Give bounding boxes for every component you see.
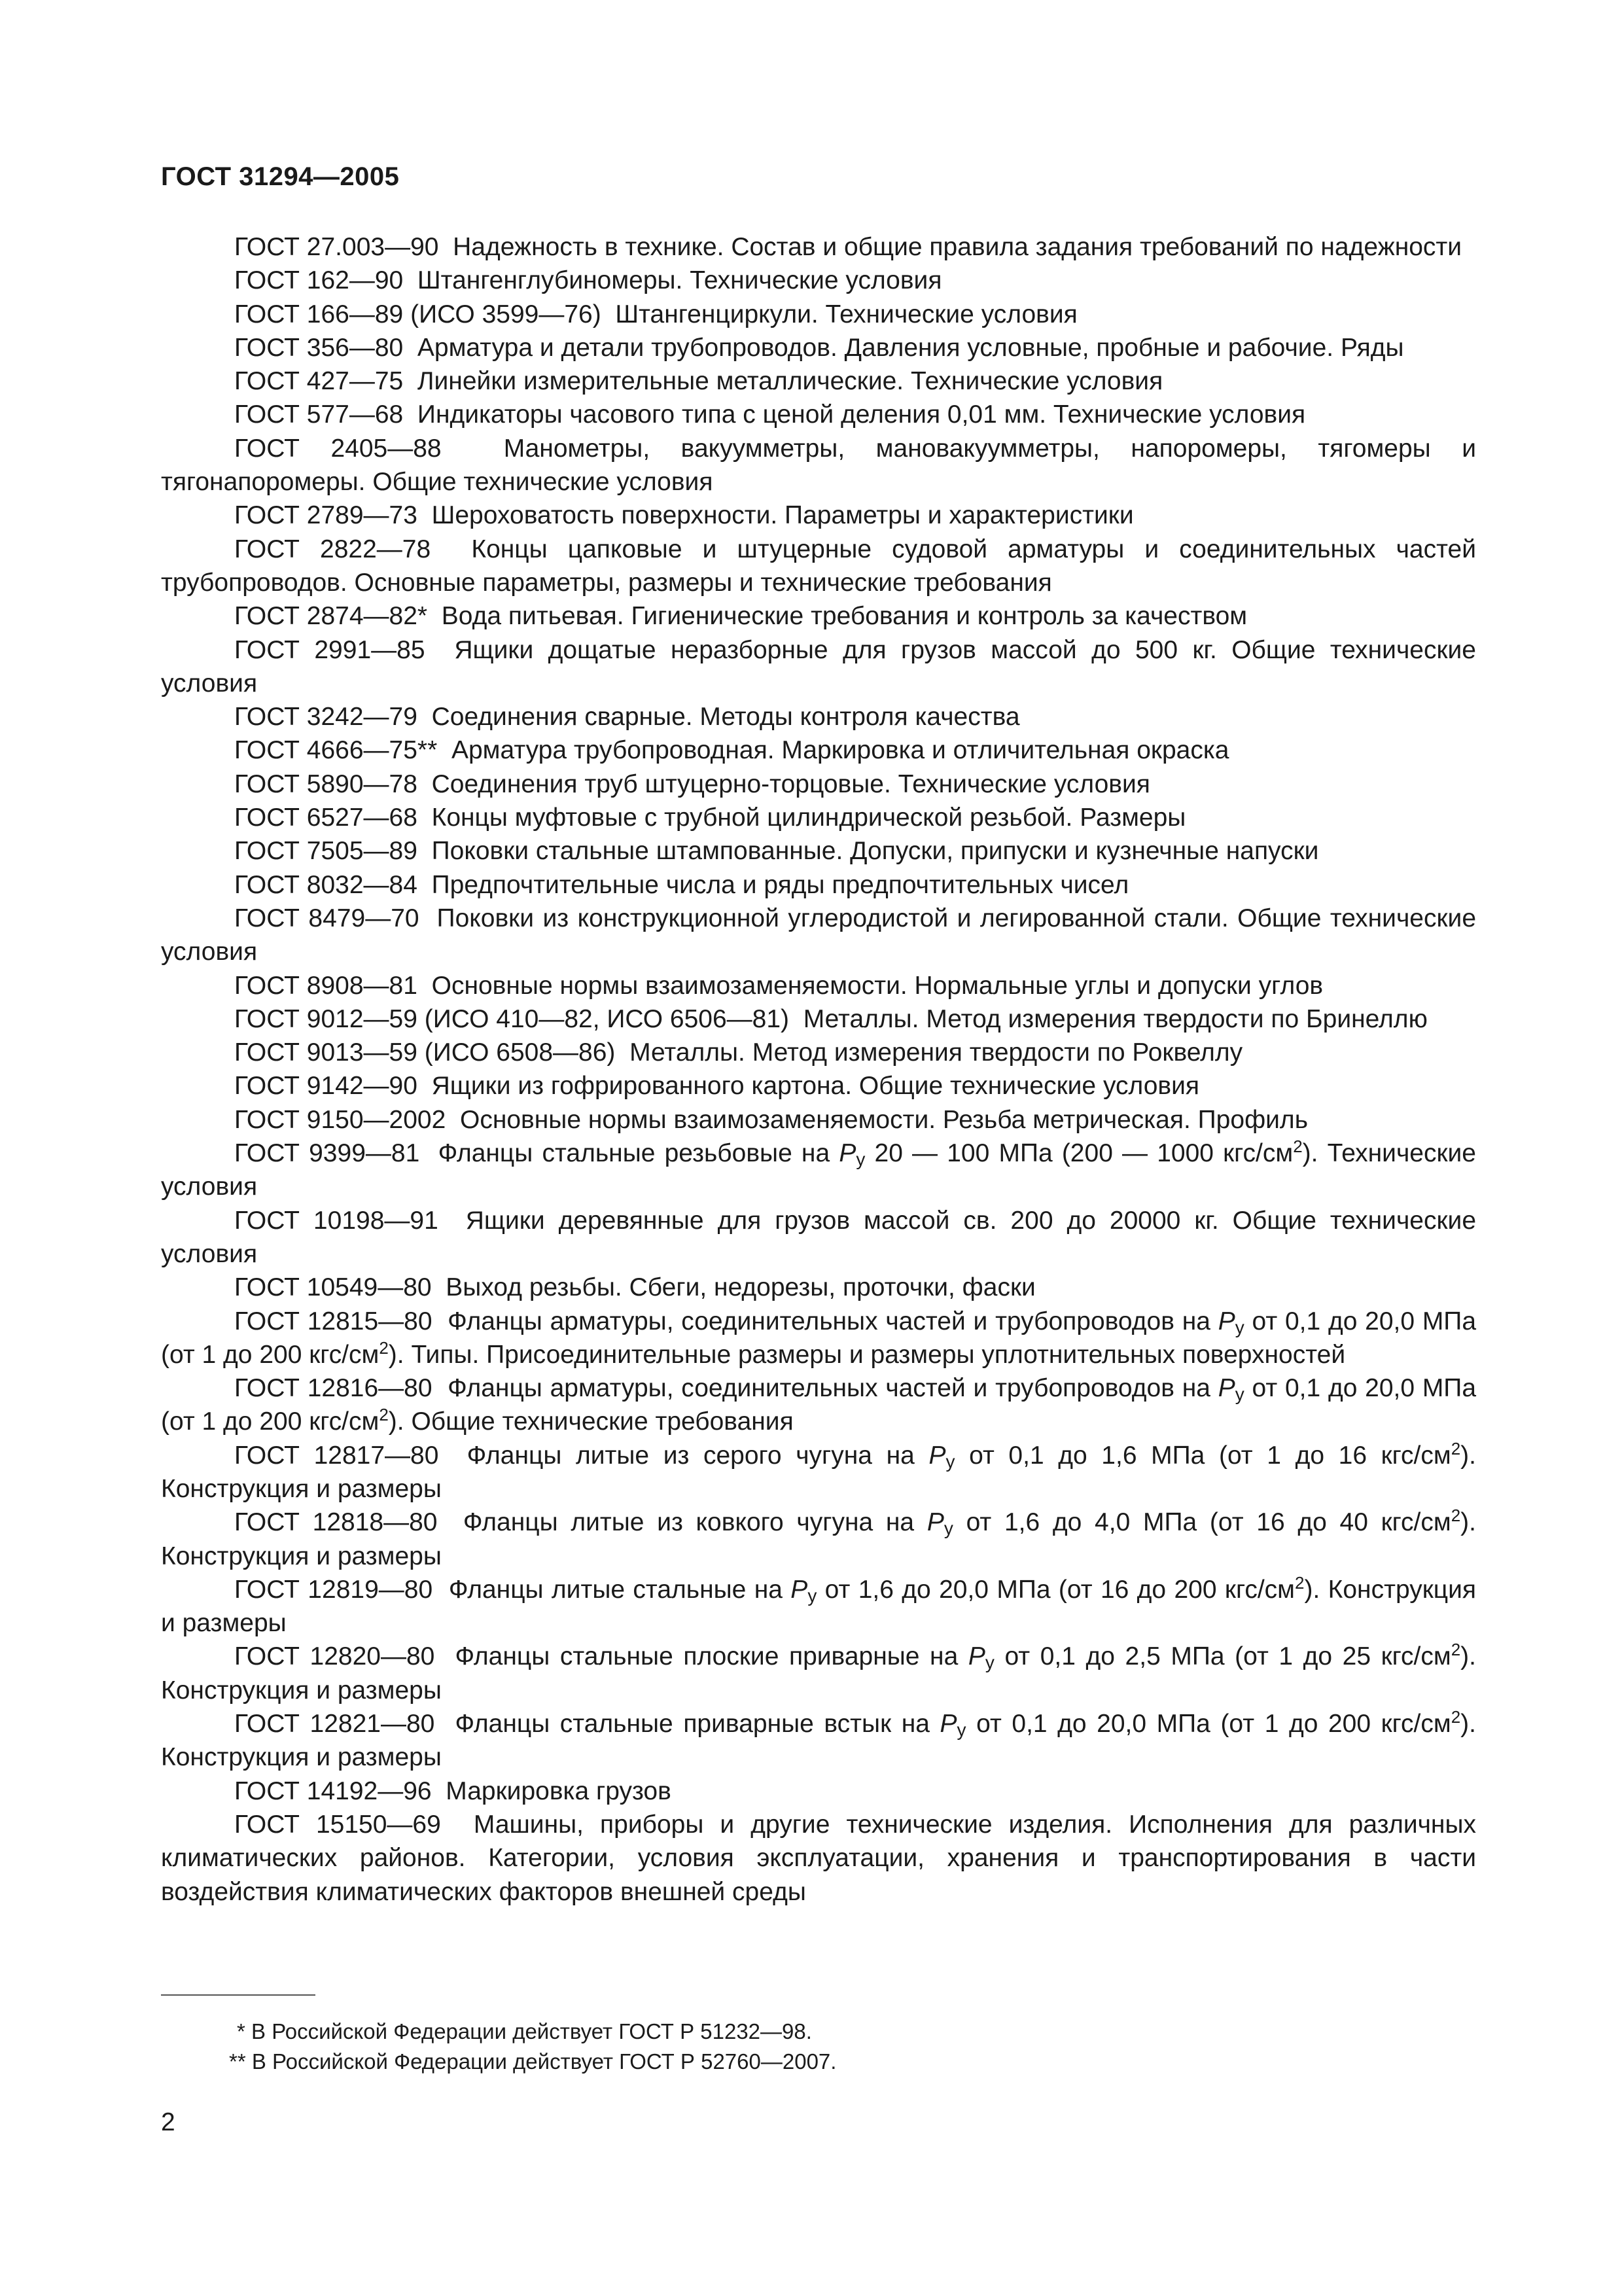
reference-code: ГОСТ 10198—91 (234, 1206, 438, 1235)
reference-item (161, 801, 1476, 834)
reference-title: Ящики деревянные для грузов массой св. 200 до 20000 кг. Общие технические условия (161, 1206, 1477, 1268)
reference-title: Надежность в технике. Состав и общие правила задания требований по надежности (453, 233, 1462, 261)
reference-title-post: ). Конструкция и размеры (161, 1642, 1476, 1704)
reference-item (161, 1271, 1476, 1304)
reference-title: Концы цапковые и штуцерные судовой арматуры и соединительных частей трубопроводов. Основные параметры, размеры и технические требования (161, 535, 1477, 597)
reference-code: ГОСТ 4666—75** (234, 736, 438, 765)
reference-code: ГОСТ 12817—80 (234, 1441, 439, 1470)
reference-code: ГОСТ 9150—2002 (234, 1105, 446, 1134)
reference-code: ГОСТ 5890—78 (234, 769, 417, 798)
reference-title-pre: Фланцы литые из ковкого чугуна на (463, 1508, 915, 1537)
reference-item (161, 331, 1476, 364)
pressure-subscript: у (856, 1149, 866, 1170)
reference-item (161, 733, 1476, 767)
reference-code: ГОСТ 12818—80 (234, 1508, 438, 1537)
reference-code: ГОСТ 2822—78 (234, 535, 431, 563)
reference-item (161, 398, 1476, 431)
reference-code: ГОСТ 12820—80 (234, 1642, 435, 1671)
reference-title: Ящики дощатые неразборные для грузов массой до 500 кг. Общие технические условия (161, 635, 1476, 698)
reference-item (161, 902, 1476, 969)
reference-title: Машины, приборы и другие технические изделия. Исполнения для различных климатических районов. Категории, условия эксплуатации, хранения и транспортирования в части воздействия климатических факторов внешней среды (161, 1810, 1476, 1906)
reference-title: Выход резьбы. Сбеги, недорезы, проточки, фаски (446, 1273, 1036, 1302)
reference-title-pre: Фланцы литые стальные на (448, 1575, 783, 1604)
reference-title: Поковки из конструкционной углеродистой и легированной стали. Общие технические условия (161, 904, 1477, 966)
reference-title: Штангенциркули. Технические условия (615, 300, 1078, 328)
reference-title-pre: Фланцы стальные приварные встык на (455, 1710, 930, 1739)
reference-title-post: ). Конструкция и размеры (161, 1508, 1476, 1570)
reference-code: ГОСТ 9013—59 (ИСО 6508—86) (234, 1038, 616, 1067)
reference-item (161, 264, 1476, 297)
reference-title: Манометры, вакуумметры, мановакуумметры, напоромеры, тягомеры и тягонапоромеры. Общие технические условия (161, 434, 1476, 497)
reference-title: Линейки измерительные металлические. Технические условия (417, 367, 1163, 396)
pressure-range: от 0,1 до 1,6 МПа (от 1 до 16 кгс/см (969, 1441, 1451, 1470)
reference-item (161, 1305, 1476, 1372)
pressure-subscript: у (807, 1585, 817, 1606)
reference-item (161, 700, 1476, 733)
reference-item (161, 633, 1476, 701)
reference-title: Соединения труб штуцерно-торцовые. Технические условия (431, 769, 1150, 798)
pressure-range: от 1,6 до 4,0 МПа (от 16 до 40 кгс/см (966, 1508, 1451, 1537)
pressure-subscript: у (1235, 1316, 1244, 1337)
pressure-symbol: P (790, 1575, 808, 1604)
pressure-symbol: P (1218, 1374, 1235, 1403)
reference-title: Металлы. Метод измерения твердости по Бринеллю (803, 1004, 1428, 1033)
reference-title-pre: Фланцы арматуры, соединительных частей и трубопроводов на (448, 1307, 1210, 1335)
reference-title-post: ). Конструкция и размеры (161, 1575, 1476, 1638)
reference-code: ГОСТ 9012—59 (ИСО 410—82, ИСО 6506—81) (234, 1004, 790, 1033)
pressure-subscript: у (985, 1652, 995, 1673)
reference-code: ГОСТ 3242—79 (234, 703, 417, 732)
pressure-range: от 0,1 до 20,0 МПа (от 1 до 200 кгс/см (161, 1307, 1477, 1369)
pressure-symbol: P (968, 1642, 985, 1671)
pressure-range: от 1,6 до 20,0 МПа (от 16 до 200 кгс/см (824, 1575, 1295, 1604)
pressure-subscript: у (1235, 1384, 1244, 1405)
reference-code: ГОСТ 12819—80 (234, 1575, 433, 1604)
reference-title: Предпочтительные числа и ряды предпочтительных чисел (431, 870, 1129, 899)
pressure-subscript: у (943, 1518, 953, 1539)
reference-code: ГОСТ 12821—80 (234, 1710, 435, 1739)
square-superscript: 2 (1293, 1137, 1303, 1157)
square-superscript: 2 (1294, 1572, 1305, 1593)
pressure-symbol: P (1218, 1307, 1235, 1335)
reference-title: Шероховатость поверхности. Параметры и характеристики (431, 501, 1134, 530)
reference-code: ГОСТ 27.003—90 (234, 233, 439, 261)
reference-code: ГОСТ 2874—82* (234, 602, 428, 631)
reference-code: ГОСТ 7505—89 (234, 837, 417, 866)
reference-item (161, 768, 1476, 801)
pressure-range: от 0,1 до 20,0 МПа (от 1 до 200 кгс/см (161, 1374, 1477, 1436)
reference-code: ГОСТ 577—68 (234, 400, 404, 429)
pressure-symbol: P (928, 1441, 946, 1470)
reference-code: ГОСТ 15150—69 (234, 1810, 441, 1839)
reference-code: ГОСТ 8908—81 (234, 971, 417, 1000)
reference-item (161, 1775, 1476, 1808)
reference-item (161, 834, 1476, 868)
reference-title-post: ). Конструкция и размеры (161, 1710, 1476, 1772)
reference-code: ГОСТ 8032—84 (234, 870, 417, 899)
reference-title: Основные нормы взаимозаменяемости. Нормальные углы и допуски углов (431, 971, 1324, 1000)
reference-title-post: ). Типы. Присоединительные размеры и размеры уплотнительных поверхностей (388, 1340, 1346, 1369)
reference-code: ГОСТ 12816—80 (234, 1374, 432, 1403)
reference-code: ГОСТ 9142—90 (234, 1072, 417, 1101)
reference-item (161, 1103, 1476, 1137)
reference-code: ГОСТ 2789—73 (234, 501, 417, 530)
reference-title: Ящики из гофрированного картона. Общие технические условия (431, 1072, 1200, 1101)
footnote: * В Российской Федерации действует ГОСТ Р 51232—98. (237, 2019, 812, 2043)
reference-item (161, 499, 1476, 532)
reference-title-pre: Фланцы литые из серого чугуна на (467, 1441, 915, 1470)
reference-code: ГОСТ 6527—68 (234, 804, 417, 832)
reference-title: Концы муфтовые с трубной цилиндрической резьбой. Размеры (431, 804, 1186, 832)
reference-code: ГОСТ 166—89 (ИСО 3599—76) (234, 300, 601, 328)
reference-item (161, 599, 1476, 633)
pressure-symbol: P (926, 1508, 944, 1537)
reference-item (161, 364, 1476, 398)
pressure-subscript: у (957, 1720, 966, 1740)
reference-item (161, 1137, 1476, 1204)
reference-code: ГОСТ 12815—80 (234, 1307, 432, 1335)
reference-code: ГОСТ 162—90 (234, 266, 404, 295)
reference-item (161, 1808, 1476, 1909)
square-superscript: 2 (379, 1405, 389, 1425)
reference-code: ГОСТ 9399—81 (234, 1139, 420, 1168)
reference-code: ГОСТ 356—80 (234, 333, 404, 362)
reference-item (161, 969, 1476, 1002)
square-superscript: 2 (1451, 1438, 1461, 1458)
square-superscript: 2 (379, 1337, 389, 1358)
reference-title: Арматура и детали трубопроводов. Давления условные, пробные и рабочие. Ряды (417, 333, 1404, 362)
pressure-symbol: P (839, 1139, 856, 1168)
reference-code: ГОСТ 10549—80 (234, 1273, 432, 1302)
footnotes (161, 2017, 1208, 2077)
footnote-separator (161, 1994, 315, 1996)
reference-code: ГОСТ 8479—70 (234, 904, 419, 932)
reference-title: Основные нормы взаимозаменяемости. Резьба метрическая. Профиль (459, 1105, 1309, 1134)
pressure-symbol: P (940, 1710, 957, 1739)
reference-title: Соединения сварные. Методы контроля качества (431, 703, 1020, 732)
pressure-range: 20 — 100 МПа (200 — 1000 кгс/см (874, 1139, 1294, 1168)
reference-title-post: ). Общие технические требования (388, 1407, 794, 1436)
reference-item (161, 868, 1476, 902)
reference-item (161, 1506, 1476, 1573)
reference-item (161, 230, 1476, 264)
reference-code: ГОСТ 427—75 (234, 367, 404, 396)
reference-item (161, 1036, 1476, 1069)
pressure-range: от 0,1 до 2,5 МПа (от 1 до 25 кгс/см (1004, 1642, 1451, 1671)
reference-title: Штангенглубиномеры. Технические условия (417, 266, 942, 295)
reference-title-pre: Фланцы стальные плоские приварные на (455, 1642, 959, 1671)
reference-title: Металлы. Метод измерения твердости по Роквеллу (629, 1038, 1243, 1067)
reference-code: ГОСТ 14192—96 (234, 1776, 432, 1805)
reference-title: Индикаторы часового типа с ценой деления 0,01 мм. Технические условия (417, 400, 1306, 429)
reference-item (161, 1069, 1476, 1103)
reference-item (161, 432, 1476, 499)
normative-references (161, 230, 1476, 1909)
reference-item (161, 1573, 1476, 1640)
pressure-range: от 0,1 до 20,0 МПа (от 1 до 200 кгс/см (976, 1710, 1451, 1739)
reference-item (161, 298, 1476, 331)
reference-title-pre: Фланцы стальные резьбовые на (438, 1139, 830, 1168)
square-superscript: 2 (1451, 1640, 1461, 1660)
reference-title-pre: Фланцы арматуры, соединительных частей и трубопроводов на (448, 1374, 1210, 1403)
reference-item (161, 1002, 1476, 1036)
reference-title-post: ). Конструкция и размеры (161, 1441, 1476, 1503)
reference-title: Поковки стальные штампованные. Допуски, припуски и кузнечные напуски (431, 837, 1319, 866)
footnote: ** В Российской Федерации действует ГОСТ Р 52760—2007. (229, 2049, 837, 2074)
pressure-subscript: у (945, 1451, 955, 1472)
document-header: ГОСТ 31294—2005 (161, 162, 400, 191)
reference-title: Маркировка грузов (446, 1776, 671, 1805)
square-superscript: 2 (1451, 1707, 1461, 1727)
reference-title-post: ). Технические условия (161, 1139, 1476, 1201)
page-number: 2 (161, 2108, 175, 2136)
reference-title: Вода питьевая. Гигиенические требования и контроль за качеством (441, 602, 1248, 631)
reference-code: ГОСТ 2991—85 (234, 635, 425, 664)
reference-item (161, 1371, 1476, 1439)
reference-item (161, 1707, 1476, 1775)
square-superscript: 2 (1451, 1506, 1461, 1526)
reference-code: ГОСТ 2405—88 (234, 434, 442, 463)
reference-item (161, 1439, 1476, 1506)
reference-item (161, 533, 1476, 600)
reference-item (161, 1640, 1476, 1707)
reference-title: Арматура трубопроводная. Маркировка и отличительная окраска (451, 736, 1229, 765)
reference-item (161, 1204, 1476, 1271)
